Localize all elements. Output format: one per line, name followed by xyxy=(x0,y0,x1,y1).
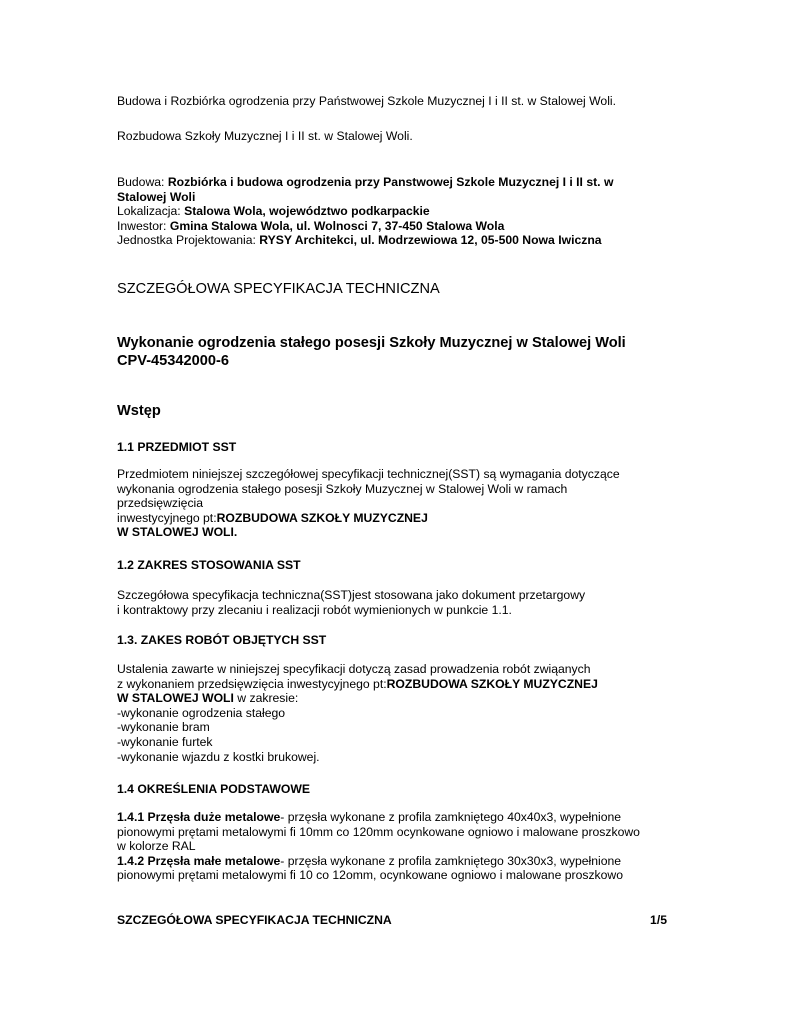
budowa-value-cont: Stalowej Woli xyxy=(117,189,196,204)
intro-heading: Wstęp xyxy=(117,403,161,419)
document-title: SZCZEGÓŁOWA SPECYFIKACJA TECHNICZNA xyxy=(117,281,440,297)
s13-line-2: z wykonaniem przedsięwzięcia inwestycyjnego pt: xyxy=(117,676,387,691)
jednostka-value: RYSY Architekci, ul. Modrzewiowa 12, 05-500 Nowa Iwiczna xyxy=(259,233,602,248)
section-1-4-heading: 1.4 OKREŚLENIA PODSTAWOWE xyxy=(117,782,310,796)
s14-p2-term: 1.4.2 Przęsła małe metalowe xyxy=(117,853,281,868)
footer-title: SZCZEGÓŁOWA SPECYFIKACJA TECHNICZNA xyxy=(117,913,392,927)
s12-line-2: i kontraktowy przy zlecaniu i realizacji robót wymienionych w punkcie 1.1. xyxy=(117,602,512,617)
s13-line-2-bold: ROZBUDOWA SZKOŁY MUZYCZNEJ xyxy=(386,676,598,691)
s11-line-2: wykonania ogrodzenia stałego posesji Szkoły Muzycznej w Stalowej Woli w ramach xyxy=(117,481,568,496)
budowa-label: Budowa: xyxy=(117,175,168,189)
s11-line-5: W STALOWEJ WOLI. xyxy=(117,525,238,540)
s11-line-4-bold: ROZBUDOWA SZKOŁY MUZYCZNEJ xyxy=(216,510,428,525)
s13-line-3-bold: W STALOWEJ WOLI xyxy=(117,691,234,706)
section-1-2-body xyxy=(117,588,585,617)
s14-p1-term: 1.4.1 Przęsła duże metalowe xyxy=(117,810,281,824)
lokalizacja-label: Lokalizacja: xyxy=(117,204,185,219)
section-1-3-body xyxy=(117,662,598,764)
list-item: -wykonanie wjazdu z kostki brukowej. xyxy=(117,749,320,764)
lokalizacja-value: Stalowa Wola, województwo podkarpackie xyxy=(184,204,430,219)
s14-p2-line-1: - przęsła wykonane z profila zamkniętego 30x30x3, wypełnione xyxy=(280,853,622,868)
project-info xyxy=(117,175,613,248)
page-number: 1/5 xyxy=(650,913,667,927)
s12-line-1: Szczegółowa specyfikacja techniczna(SST)jest stosowana jako dokument przetargowy xyxy=(117,588,586,602)
section-1-1-heading: 1.1 PRZEDMIOT SST xyxy=(117,440,237,454)
section-1-3-heading: 1.3. ZAKES ROBÓT OBJĘTYCH SST xyxy=(117,633,327,647)
s13-line-3: w zakresie: xyxy=(233,691,299,706)
s11-line-1: Przedmiotem niniejszej szczegółowej specyfikacji technicznej(SST) są wymagania dotyczące xyxy=(117,467,620,481)
jednostka-label: Jednostka Projektowania: xyxy=(117,233,260,248)
list-item: -wykonanie furtek xyxy=(117,734,213,749)
header-line-2: Rozbudowa Szkoły Muzycznej I i II st. w Stalowej Woli. xyxy=(117,129,413,143)
s11-line-3: przedsięwzięcia xyxy=(117,496,204,511)
list-item: -wykonanie bram xyxy=(117,720,210,735)
s14-p1-line-2: pionowymi prętami metalowymi fi 10mm co 120mm ocynkowane ogniowo i malowane proszkowo xyxy=(117,824,640,839)
subtitle-line-2: CPV-45342000-6 xyxy=(117,353,229,369)
header-line-1: Budowa i Rozbiórka ogrodzenia przy Państwowej Szkole Muzycznej I i II st. w Stalowej Woli. xyxy=(117,94,616,108)
s14-p2-line-2: pionowymi prętami metalowymi fi 10 co 12omm, ocynkowane ogniowo i malowane proszkowo xyxy=(117,868,624,883)
page-footer xyxy=(117,913,667,927)
section-1-1-body xyxy=(117,467,620,540)
section-1-4-body xyxy=(117,810,640,883)
inwestor-value: Gmina Stalowa Wola, ul. Wolnosci 7, 37-450 Stalowa Wola xyxy=(169,218,505,233)
list-item: -wykonanie ogrodzenia stałego xyxy=(117,705,286,720)
s14-p1-line-3: w kolorze RAL xyxy=(117,839,196,854)
section-1-2-heading: 1.2 ZAKRES STOSOWANIA SST xyxy=(117,558,301,572)
s11-line-4: inwestycyjnego pt: xyxy=(117,510,217,525)
subtitle-line-1: Wykonanie ogrodzenia stałego posesji Szkoły Muzycznej w Stalowej Woli xyxy=(117,335,626,351)
s13-line-1: Ustalenia zawarte w niniejszej specyfikacji dotyczą zasad prowadzenia robót zwiąanych xyxy=(117,662,591,676)
s14-p1-line-1: - przęsła wykonane z profila zamkniętego 40x40x3, wypełnione xyxy=(280,810,622,824)
document-subtitle xyxy=(117,334,626,370)
inwestor-label: Inwestor: xyxy=(117,218,170,233)
budowa-value: Rozbiórka i budowa ogrodzenia przy Panstwowej Szkole Muzycznej I i II st. w xyxy=(167,175,614,189)
